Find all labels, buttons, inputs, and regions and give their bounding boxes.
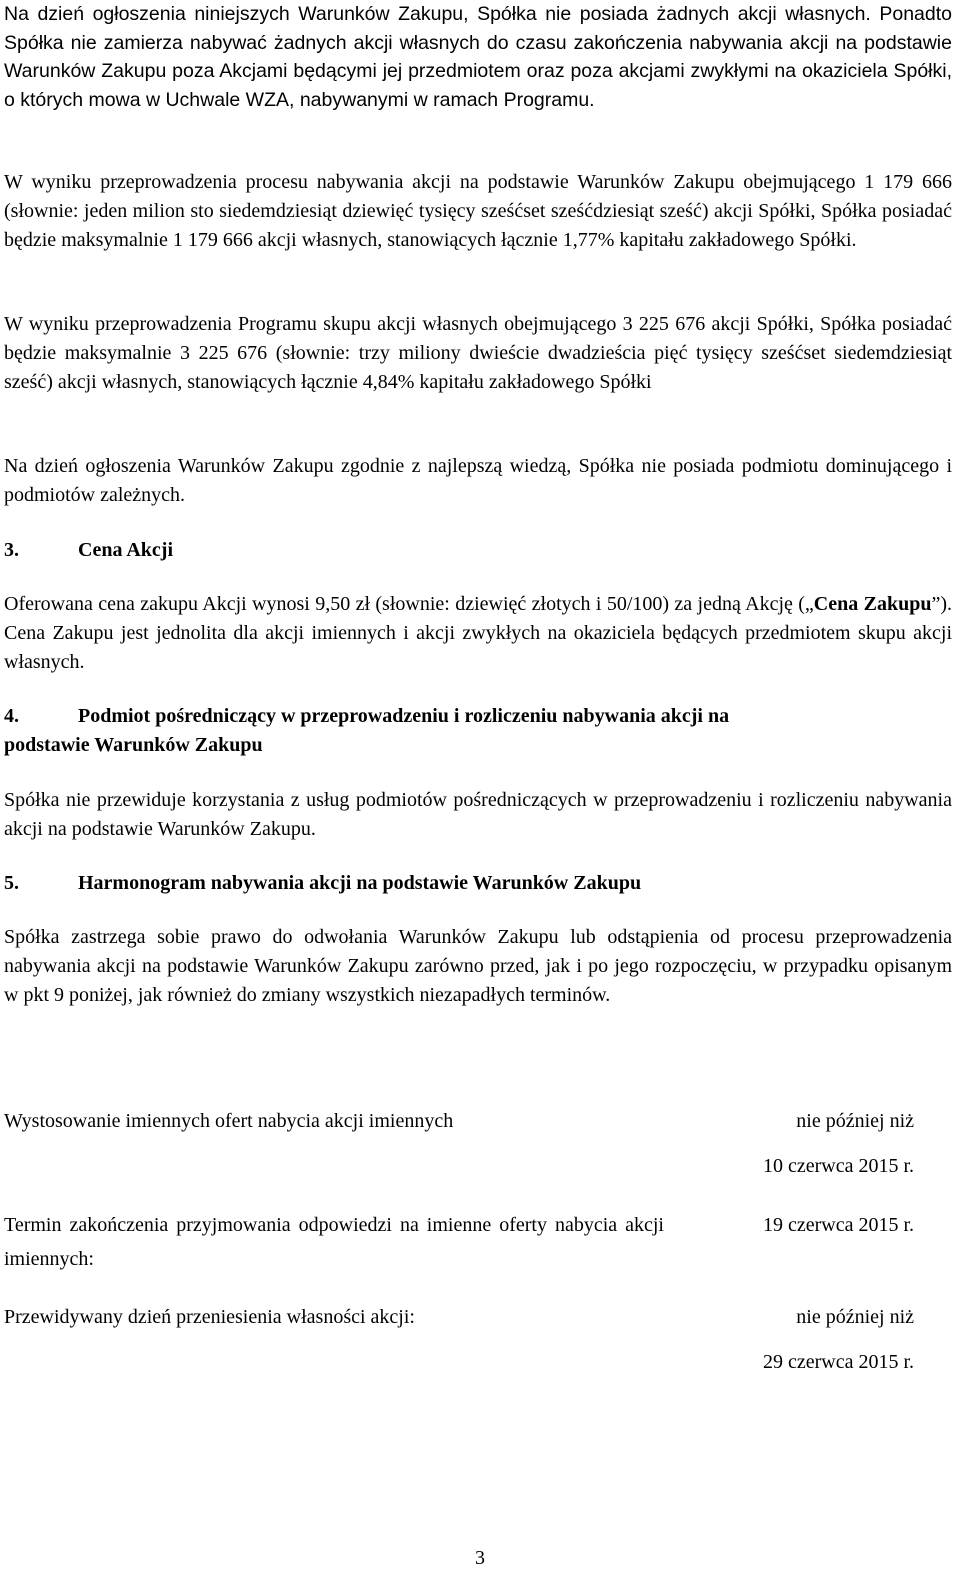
page-number: 3	[475, 1547, 485, 1569]
paragraph-schedule-reservation: Spółka zastrzega sobie prawo do odwołania Warunków Zakupu lub odstąpienia od procesu przeprowadzenia nabywania akcji na podstawie Warunków Zakupu zarówno przed, jak i po jego rozpoczęciu, w przypadku opisanym w pkt 9 poniżej, jak również do zmiany wszystkich niezapadłych terminów.	[4, 926, 952, 1006]
schedule-value-ownership-line1: nie później niż	[796, 1306, 914, 1328]
paragraph-purchase-result: W wyniku przeprowadzenia procesu nabywania akcji na podstawie Warunków Zakupu obejmującego 1 179 666 (słownie: jeden milion sto siedemdziesiąt dziewięć tysięcy sześćset sześćdziesiąt sześć) akcji Spółki, Spółka posiadać będzie maksymalnie 1 179 666 akcji własnych, stanowiących łącznie 1,77% kapitału zakładowego Spółki.	[4, 171, 952, 251]
section-3-heading	[4, 536, 952, 565]
section-5-heading	[4, 869, 952, 898]
price-defined-term: Cena Zakupu	[813, 593, 932, 615]
schedule-value-response-deadline: 19 czerwca 2015 r.	[762, 1214, 914, 1236]
section-4-number: 4.	[4, 705, 19, 727]
schedule-label-ownership-transfer: Przewidywany dzień przeniesienia własności akcji:	[4, 1306, 415, 1328]
section-4-title-line2: podstawie Warunków Zakupu	[4, 734, 263, 756]
price-text-after: ”). Cena Zakupu jest jednolita dla akcji imiennych i akcji zwykłych na okaziciela będących przedmiotem skupu akcji własnych.	[4, 593, 952, 673]
section-5-number: 5.	[4, 872, 19, 894]
schedule-value-offers-line2: 10 czerwca 2015 r.	[762, 1155, 914, 1177]
section-4-heading	[4, 702, 952, 760]
section-4-title-line1: Podmiot pośredniczący w przeprowadzeniu i rozliczeniu nabywania akcji na	[78, 705, 730, 727]
section-3-title: Cena Akcji	[78, 539, 173, 561]
schedule-value-offers-line1: nie później niż	[796, 1110, 914, 1132]
schedule-value-ownership-line2: 29 czerwca 2015 r.	[762, 1351, 914, 1373]
paragraph-program-result: W wyniku przeprowadzenia Programu skupu akcji własnych obejmującego 3 225 676 akcji Spółki, Spółka posiadać będzie maksymalnie 3 225 676 (słownie: trzy miliony dwieście dwadzieścia pięć tysięcy sześćset siedemdziesiąt sześć) akcji własnych, stanowiących łącznie 4,84% kapitału zakładowego Spółki	[4, 313, 952, 393]
schedule-label-response-deadline: Termin zakończenia przyjmowania odpowiedzi na imienne oferty nabycia akcji imiennych:	[4, 1214, 664, 1270]
price-text-before: Oferowana cena zakupu Akcji wynosi 9,50 zł (słownie: dziewięć złotych i 50/100) za jedną Akcję („	[4, 593, 814, 615]
paragraph-own-shares: Na dzień ogłoszenia niniejszych Warunków Zakupu, Spółka nie posiada żadnych akcji własnych. Ponadto Spółka nie zamierza nabywać żadnych akcji własnych do czasu zakończenia nabywania akcji na podstawie Warunków Zakupu poza Akcjami będącymi jej przedmiotem oraz poza akcjami zwykłymi na okaziciela Spółki, o których mowa w Uchwale WZA, nabywanymi w ramach Programu.	[4, 3, 952, 111]
section-5-title: Harmonogram nabywania akcji na podstawie Warunków Zakupu	[78, 872, 642, 894]
schedule-label-offers: Wystosowanie imiennych ofert nabycia akcji imiennych	[4, 1110, 454, 1132]
paragraph-share-price	[4, 590, 952, 677]
paragraph-dominant-entity: Na dzień ogłoszenia Warunków Zakupu zgodnie z najlepszą wiedzą, Spółka nie posiada podmiotu dominującego i podmiotów zależnych.	[4, 455, 952, 506]
section-3-number: 3.	[4, 539, 19, 561]
paragraph-intermediary: Spółka nie przewiduje korzystania z usług podmiotów pośredniczących w przeprowadzeniu i rozliczeniu nabywania akcji na podstawie Warunków Zakupu.	[4, 789, 952, 840]
